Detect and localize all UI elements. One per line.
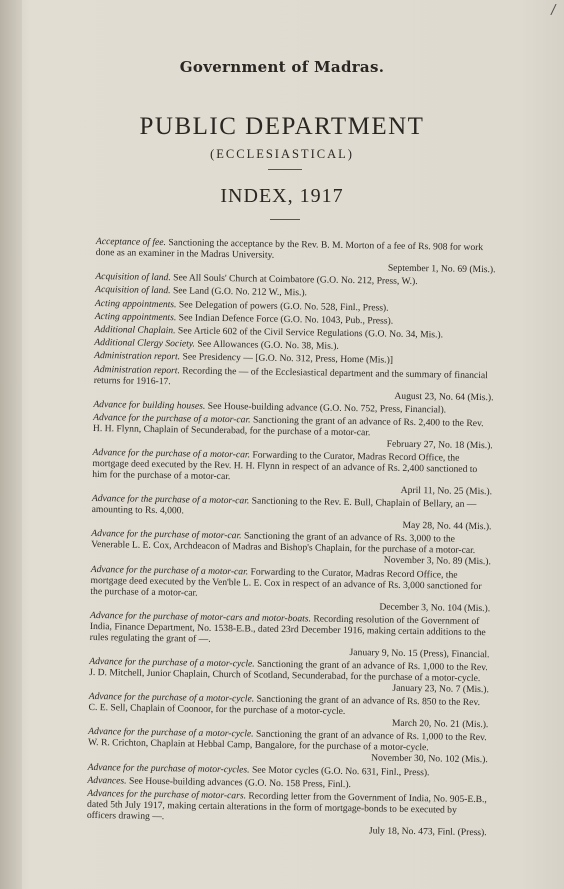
entry-text: Sanctioning the grant of an advance of Rs. 850 to the Rev. C. E. Sell, Chaplain of Coonoor, for the purchase of a motor-cycle. [88,693,481,718]
entry-reference: November 3, No. 89 (Mis.). [383,554,492,568]
index-entry [89,656,489,695]
index-title: INDEX, 1917 [220,185,344,207]
department-title: PUBLIC DEPARTMENT [139,113,425,140]
entry-text: See Allowances (G.O. No. 38, Mis.). [197,338,339,352]
entry-text: See House-building advances (G.O. No. 158 Press, Finl.). [128,775,352,790]
entry-heading: Acquisition of land. [95,284,171,297]
index-entry [95,236,495,275]
entry-reference: November 30, No. 102 (Mis.). [371,752,488,766]
entry-heading: Additional Chaplain. [94,323,176,337]
entry-text: Sanctioning the acceptance by the Rev. B. M. Morton of a fee of Rs. 908 for work done as an examiner in the Madras University. [95,237,484,261]
department-subtitle: (ECCLESIASTICAL) [210,147,354,161]
index-entries [87,236,496,840]
entry-text: Sanctioning the grant of an advance of Rs. 3,000 to the Venerable L. E. Cox, Archdeacon of Madras and Bishop's Chaplain, for the purchase of a motor-car. [91,530,476,557]
entry-heading: Advances. [87,774,127,787]
entry-reference: August 23, No. 64 (Mis.). [394,390,494,403]
entry-heading: Administration report. [93,363,180,376]
index-entry [87,788,488,838]
entry-heading: Advance for building houses. [93,398,206,412]
index-entry [93,363,493,402]
entry-reference: July 18, No. 473, Finl. (Press). [368,825,487,839]
entry-heading: Advance for the purchase of a motor-car. [93,411,251,426]
entry-heading: Advance for the purchase of a motor-cycle. [88,726,254,740]
entry-heading: Advance for the purchase of motor-cycles. [87,761,250,776]
entry-reference: February 27, No. 18 (Mis.). [386,438,493,452]
entry-reference: January 23, No. 7 (Mis.). [392,682,490,696]
entry-reference: April 11, No. 25 (Mis.). [400,484,493,498]
entry-reference: May 28, No. 44 (Mis.). [402,520,492,533]
entry-text: Recording the — of the Ecclesiastical department and the summary of financial returns for 1916-17. [93,364,488,387]
entry-heading: Acting appointments. [94,297,177,310]
entry-heading: Advance for the purchase of a motor-car. [92,447,251,461]
entry-text: Sanctioning the grant of an advance of Rs. 2,400 to the Rev. H. H. Flynn, Chaplain of Secunderabad, for the purchase of a motor-car. [92,414,484,439]
entry-reference: March 20, No. 21 (Mis.). [391,717,489,731]
index-entry [93,412,493,451]
entry-heading: Acting appointments. [94,310,177,324]
entry-reference: September 1, No. 69 (Mis.). [387,262,496,276]
entry-text: See House-building advance (G.O. No. 752, Press, Financial). [207,400,447,416]
index-entry [91,493,491,532]
entry-heading: Advance for the purchase of a motor-car. [91,493,250,507]
entry-text: See All Souls' Church at Coimbatore (G.O. No. 212, Press, W.). [173,272,418,288]
entry-text: Recording resolution of the Government of India, Finance Department, No. 1538-E.B., dated 23rd December 1916, making certain additions to the rules regulating the grant of —. [89,613,486,645]
index-entry [89,610,490,660]
entry-heading: Acquisition of land. [95,271,171,284]
entry-text: See Article 602 of the Civil Service Regulations (G.O. No. 34, Mis.). [177,325,444,341]
entry-text: Sanctioning the grant of an advance of Rs. 1,000 to the Rev. J. D. Mitchell, Junior Chaplain, Church of Scotland, Secunderabad, for the purchase of a motor-cycle. [89,658,488,685]
entry-reference: December 3, No. 104 (Mis.). [379,601,491,614]
entry-text: See Delegation of powers (G.O. No. 528, Finl., Press). [178,298,389,314]
entry-heading: Advance for the purchase of a motor-cycle. [88,691,255,705]
entry-text: Sanctioning to the Rev. E. Bull, Chaplain of Bellary, an — amounting to Rs. 4,000. [91,495,477,517]
entry-heading: Advances for the purchase of motor-cars. [87,787,247,802]
entry-text: See Motor cycles (G.O. No. 631, Finl., Press). [251,764,430,778]
entry-text: Recording letter from the Government of India, No. 905-E.B., dated 5th July 1917, making certain alterations in the form of mortgage-bonds to be executed by officers drawing —. [86,790,487,823]
entry-heading: Administration report. [94,350,181,363]
index-entry [90,564,491,614]
index-entry [88,726,488,765]
entry-heading: Acceptance of fee. [95,236,167,249]
entry-text: See Land (G.O. No. 212 W., Mis.). [172,285,308,299]
index-entry [91,528,491,567]
index-entry [88,691,488,730]
entry-text: Sanctioning the grant of an advance of Rs. 1,000 to the Rev. W. R. Crichton, Chaplain at Hebbal Camp, Bangalore, for the purchase of a motor-cycle. [87,728,487,754]
government-heading: Government of Madras. [179,58,385,76]
entry-heading: Advance for the purchase of motor-car. [91,528,242,542]
entry-heading: Advance for the purchase of a motor-cycle. [89,655,255,670]
entry-text: See Presidency — [G.O. No. 312, Press, Home (Mis.)] [182,351,394,366]
entry-reference: January 9, No. 15 (Press), Financial. [349,646,490,661]
divider-rule [270,219,300,220]
divider-rule [268,169,302,170]
entry-text: Forwarding to the Curator, Madras Record Office, the mortgage deed executed by the Ven'ble L. E. Cox in respect of an advance of Rs. 3,000 sanctioned for the purchase of a motor-car. [90,566,482,599]
entry-heading: Advance for the purchase of motor-cars and motor-boats. [89,609,312,625]
entry-heading: Advance for the purchase of a motor-car. [90,563,249,578]
index-entry [92,447,493,497]
pencil-mark: / [550,1,558,19]
entry-heading: Additional Clergy Society. [94,337,196,350]
entry-text: Forwarding to the Curator, Madras Record Office, the mortgage deed executed by the Rev. H. H. Flynn in respect of an advance of Rs. 2,400 sanctioned to him for the purchase of a motor-car. [92,449,478,483]
entry-text: See Indian Defence Force (G.O. No. 1043, Pub., Press). [178,312,394,327]
